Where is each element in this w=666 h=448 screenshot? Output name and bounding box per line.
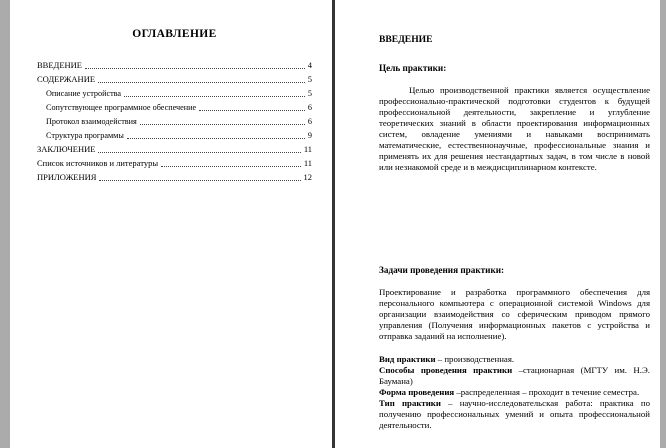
detail-value: – научно-исследовательская работа: практика по получению профессиональных умений и опыта профессиональной деятельности. (379, 398, 650, 430)
detail-line (379, 365, 650, 387)
toc-leader-dots (85, 68, 305, 69)
toc-leader-dots (98, 82, 305, 83)
toc-entry-page: 5 (307, 89, 312, 98)
toc-entry-label: Сопутствующее программное обеспечение (46, 103, 197, 112)
toc-entry[interactable] (37, 85, 312, 99)
intro-page (335, 0, 660, 448)
toc-leader-dots (199, 110, 305, 111)
toc-entry-label: ЗАКЛЮЧЕНИЕ (37, 144, 96, 154)
toc-leader-dots (140, 124, 305, 125)
toc-leader-dots (98, 152, 300, 153)
detail-term: Тип практики (379, 398, 441, 408)
toc-entry[interactable] (37, 57, 312, 71)
toc-entry[interactable] (37, 141, 312, 155)
toc-entry[interactable] (37, 155, 312, 169)
tasks-heading: Задачи проведения практики: (379, 265, 505, 275)
toc-entry-page: 11 (303, 158, 312, 168)
toc-list (37, 57, 312, 183)
toc-entry-label: СОДЕРЖАНИЕ (37, 74, 96, 84)
intro-title: ВВЕДЕНИЕ (379, 34, 433, 45)
toc-entry-label: Структура программы (46, 131, 124, 140)
toc-leader-dots (161, 166, 301, 167)
toc-entry[interactable] (37, 99, 312, 113)
toc-entry[interactable] (37, 169, 312, 183)
detail-line (379, 387, 650, 398)
toc-entry-page: 6 (307, 117, 312, 126)
goal-paragraph: Целью производственной практики является осуществление профессионально-практической подготовки студентов к будущей профессиональной деятельности, закрепление и углубление теоретических знаний в области проектирования информационных систем, овладение умениями и навыками воспринимать математические, естественнонаучные, профессиональные знания и применять их для решения нестандартных задач, в том числе в новой или незнакомой среде и в междисциплинарном контексте. (379, 85, 650, 172)
practice-details (379, 354, 650, 431)
toc-leader-dots (127, 138, 305, 139)
toc-entry[interactable] (37, 113, 312, 127)
detail-value: – производственная. (435, 354, 515, 364)
toc-entry[interactable] (37, 71, 312, 85)
toc-entry-page: 5 (307, 74, 312, 84)
toc-entry-page: 9 (307, 131, 312, 140)
tasks-paragraph: Проектирование и разработка программного обеспечения для персонального компьютера с операционной системой Windows для организации взаимодействия со сферическим приводом прямого управления (Получения информационных пакетов с устройства и отправка заданий на исполнение). (379, 287, 650, 341)
toc-entry-label: ВВЕДЕНИЕ (37, 60, 82, 70)
detail-value: –распределенная – проходит в течение семестра. (454, 387, 640, 397)
detail-line (379, 354, 650, 365)
toc-entry-label: Список источников и литературы (37, 158, 159, 168)
detail-line (379, 398, 650, 431)
toc-entry-label: Описание устройства (46, 89, 122, 98)
toc-entry-label: Протокол взаимодействия (46, 117, 137, 126)
toc-entry-page: 11 (303, 144, 312, 154)
toc-entry-page: 4 (307, 60, 312, 70)
toc-entry-label: ПРИЛОЖЕНИЯ (37, 172, 97, 182)
toc-entry-page: 12 (303, 172, 312, 182)
toc-entry[interactable] (37, 127, 312, 141)
detail-term: Форма проведения (379, 387, 455, 397)
toc-leader-dots (99, 180, 300, 181)
goal-heading: Цель практики: (379, 63, 447, 73)
toc-page (10, 0, 332, 448)
detail-value: –стационарная (МГТУ им. Н.Э. Баумана) (379, 365, 650, 386)
toc-leader-dots (124, 96, 305, 97)
detail-term: Способы проведения практики (379, 365, 513, 375)
toc-entry-page: 6 (307, 103, 312, 112)
detail-term: Вид практики (379, 354, 436, 364)
toc-title: ОГЛАВЛЕНИЕ (132, 28, 217, 40)
